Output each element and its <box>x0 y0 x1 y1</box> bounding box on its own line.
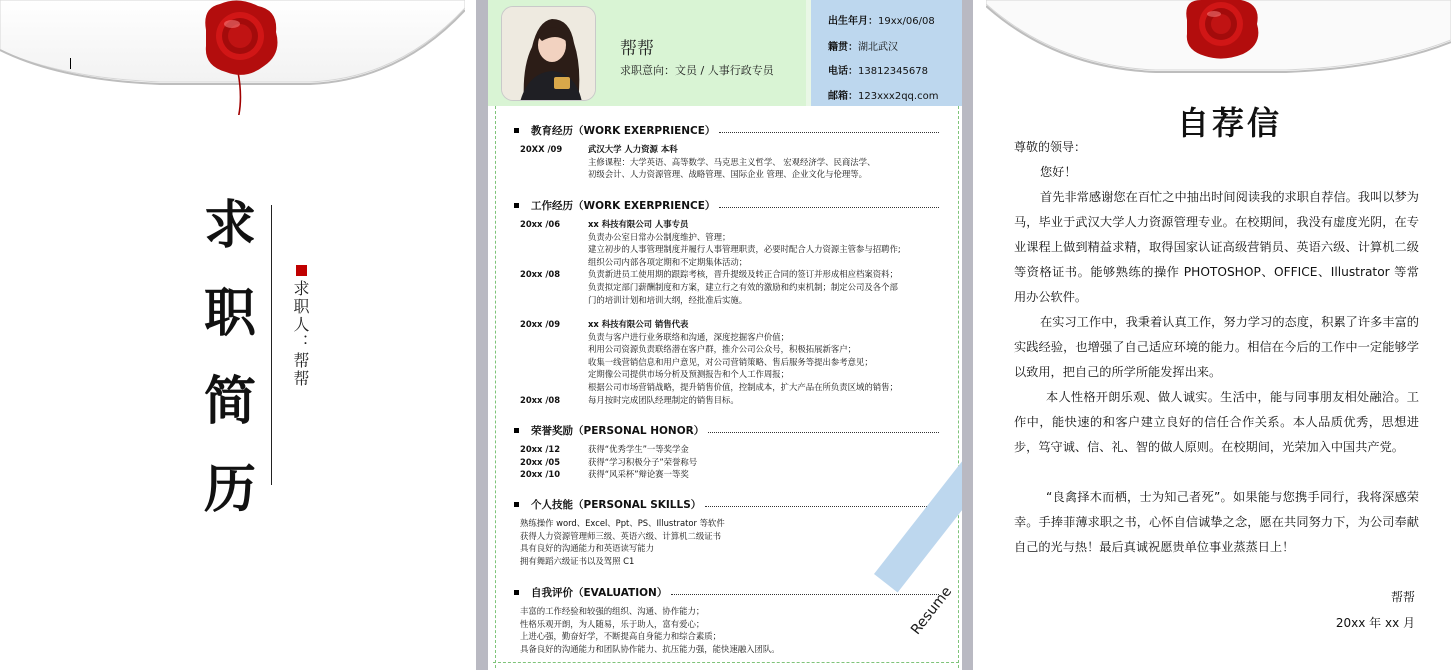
section-title: 教育经历（WORK EXERPRIENCE） <box>531 125 716 137</box>
cover-title-char: 历 <box>203 459 256 520</box>
work-line: 负责办公室日常办公制度维护、管理； <box>588 231 731 242</box>
red-square-icon <box>296 265 307 276</box>
profile-photo <box>501 6 596 101</box>
letter-signature: 帮帮 <box>1390 590 1415 604</box>
cover-title-char: 简 <box>203 371 256 432</box>
work-line: 每月按时完成团队经理制定的销售目标。 <box>588 394 739 405</box>
work-title: xx 科技有限公司 人事专员 <box>588 219 689 229</box>
eval-line: 性格乐观开朗，为人随易，乐于助人，富有爱心； <box>520 618 705 629</box>
work-line: 门的培训计划和培训大纲，经批准后实施。 <box>588 294 748 305</box>
letter-paragraph: 首先非常感谢您在百忙之中抽出时间阅读我的求职自荐信。我叫以梦为马，毕业于武汉大学人力资源管理专业。在校期间，我没有虚度光阴，在专业课程上做到精益求精，取得国家认证高级营销员、英语六级、计算机二级等资格证书。能够熟练的操作 PHOTOSHOP、OFFICE、Illustrator 等常用办公软件。 <box>1014 190 1419 304</box>
cover-divider <box>271 205 272 485</box>
letter-paragraph: “良禽择木而栖，士为知己者死”。如果能与您携手同行，我将深感荣幸。手捧菲薄求职之书，心怀自信诚挚之念，愿在共同努力下，为公司奉献自己的光与热！最后真诚祝愿贵单位事业蒸蒸日上！ <box>1014 490 1419 554</box>
edu-line: 初级会计、人力资源管理、战略管理、国际企业 管理、企业文化与伦理等。 <box>588 169 868 180</box>
wax-seal-icon <box>198 0 282 78</box>
section-education-heading <box>514 123 939 138</box>
edu-line: 主修课程：大学英语、高等数学、马克思主义哲学、 宏观经济学、民商法学、 <box>588 156 876 167</box>
resume-name: 帮帮 <box>620 39 654 59</box>
work-date: 20xx /08 <box>520 394 561 405</box>
resume-page <box>488 0 962 670</box>
applicant-label: 求职人： <box>291 280 310 352</box>
work-line: 负责新进员工使用期的跟踪考核，晋升提级及转正合同的签订并形成相应档案资料； <box>588 269 898 280</box>
info-value: 19xx/06/08 <box>878 16 935 27</box>
info-phone <box>828 62 928 77</box>
info-label: 邮箱： <box>828 91 858 102</box>
section-title: 个人技能（PERSONAL SKILLS） <box>531 499 702 511</box>
work-line: 组织公司内部各项定期和不定期集体活动； <box>588 256 748 267</box>
section-skills-heading <box>514 497 939 512</box>
skill-line: 具有良好的沟通能力和英语读写能力 <box>520 543 654 554</box>
cover-title-char: 求 <box>203 195 256 256</box>
skill-line: 获得人力资源管理师三级、英语六级、计算机二级证书 <box>520 530 721 541</box>
letter-greeting: 尊敬的领导： <box>1014 140 1087 154</box>
letter-paragraph: 本人性格开朗乐观、做人诚实。生活中，能与同事朋友相处融洽。工作中，能快速的和客户建立良好的信任合作关系。本人品质优秀，思想进步，笃守诚、信、礼、智的做人原则。在校期间，光荣加入中国共产党。 <box>1014 390 1419 454</box>
work-line: 建立初步的人事管理制度并履行人事管理职责，必要时配合人力资源主管参与招聘作; <box>588 244 901 255</box>
info-label: 出生年月： <box>828 16 878 27</box>
work-line: 定期像公司提供市场分析及预测报告和个人工作周报； <box>588 369 789 380</box>
info-value: 湖北武汉 <box>858 42 898 53</box>
edu-date: 20XX /09 <box>520 144 563 154</box>
honor-text: 获得“风采杯”辩论赛一等奖 <box>588 469 689 480</box>
letter-date: 20xx 年 xx 月 <box>1335 616 1415 630</box>
work-date: 20xx /06 <box>520 219 561 229</box>
edu-title: 武汉大学 人力资源 本科 <box>588 144 678 154</box>
info-label: 籍贯： <box>828 42 858 53</box>
info-value: 123xxx2qq.com <box>858 91 939 102</box>
cover-letter-page <box>986 0 1451 670</box>
job-intent: 求职意向：文员 / 人事行政专员 <box>620 64 774 77</box>
info-birth <box>828 12 935 27</box>
honor-date: 20xx /05 <box>520 456 561 467</box>
text-cursor <box>70 58 71 69</box>
section-title: 工作经历（WORK EXERPRIENCE） <box>531 200 716 212</box>
bottom-border <box>493 662 959 663</box>
person-photo-icon <box>502 7 596 101</box>
work-date: 20xx /08 <box>520 269 561 280</box>
section-title: 荣誉奖励（PERSONAL HONOR） <box>531 425 705 437</box>
eval-line: 具备良好的沟通能力和团队协作能力、抗压能力强，能快速融入团队。 <box>520 643 780 654</box>
section-work-heading <box>514 198 939 213</box>
resume-cover-page <box>0 0 465 670</box>
work-line: 负责拟定部门薪酬制度和方案，建立行之有效的激励和约束机制；制定公司及各个部 <box>588 282 898 292</box>
wax-seal-icon <box>1179 0 1263 60</box>
work-line: 利用公司资源负责联络潜在客户群，推介公司公众号，积极拓展新客户； <box>588 344 856 355</box>
eval-line: 上进心强，勤奋好学，不断提高自身能力和综合素质； <box>520 631 721 642</box>
skill-line: 拥有舞蹈六级证书以及驾照 C1 <box>520 555 635 566</box>
info-email <box>828 87 938 102</box>
applicant-name: 帮帮 <box>291 352 310 388</box>
work-date: 20xx /09 <box>520 319 561 329</box>
skill-line: 熟练操作 word、Excel、Ppt、PS、Illustrator 等软件 <box>520 518 725 528</box>
honor-date: 20xx /10 <box>520 469 561 480</box>
honor-date: 20xx /12 <box>520 444 561 454</box>
info-value: 13812345678 <box>858 66 928 77</box>
work-line: 根据公司市场营销战略，提升销售价值，控制成本，扩大产品在所负责区域的销售； <box>588 382 898 392</box>
honor-text: 获得“学习积极分子”荣誉称号 <box>588 456 698 467</box>
info-label: 电话： <box>828 66 858 77</box>
cover-applicant <box>292 280 312 388</box>
resume-page-frame <box>476 0 973 670</box>
work-line: 负责与客户进行业务联络和沟通，深度挖掘客户价值； <box>588 331 789 342</box>
info-hometown <box>828 38 898 53</box>
letter-paragraph: 在实习工作中，我秉着认真工作，努力学习的态度，积累了许多丰富的实践经验，也增强了自己适应环境的能力。相信在今后的工作中一定能够学以致用，把自己的所学所能发挥出来。 <box>1014 315 1419 379</box>
letter-title: 自荐信 <box>1176 104 1282 142</box>
work-title: xx 科技有限公司 销售代表 <box>588 319 689 329</box>
work-line: 收集一线营销信息和用户意见，对公司营销策略、售后服务等提出参考意见； <box>588 356 873 367</box>
section-title: 自我评价（EVALUATION） <box>531 587 668 599</box>
honor-text: 获得“优秀学生”一等奖学金 <box>588 444 689 454</box>
letter-hello: 您好！ <box>1040 165 1077 179</box>
cover-title-char: 职 <box>203 283 256 344</box>
cover-title <box>200 182 260 534</box>
section-honor-heading <box>514 423 939 438</box>
ribbon-label: Resume <box>908 583 956 638</box>
eval-line: 丰富的工作经验和较强的组织、沟通、协作能力； <box>520 606 705 616</box>
section-evaluation-heading <box>514 585 939 600</box>
